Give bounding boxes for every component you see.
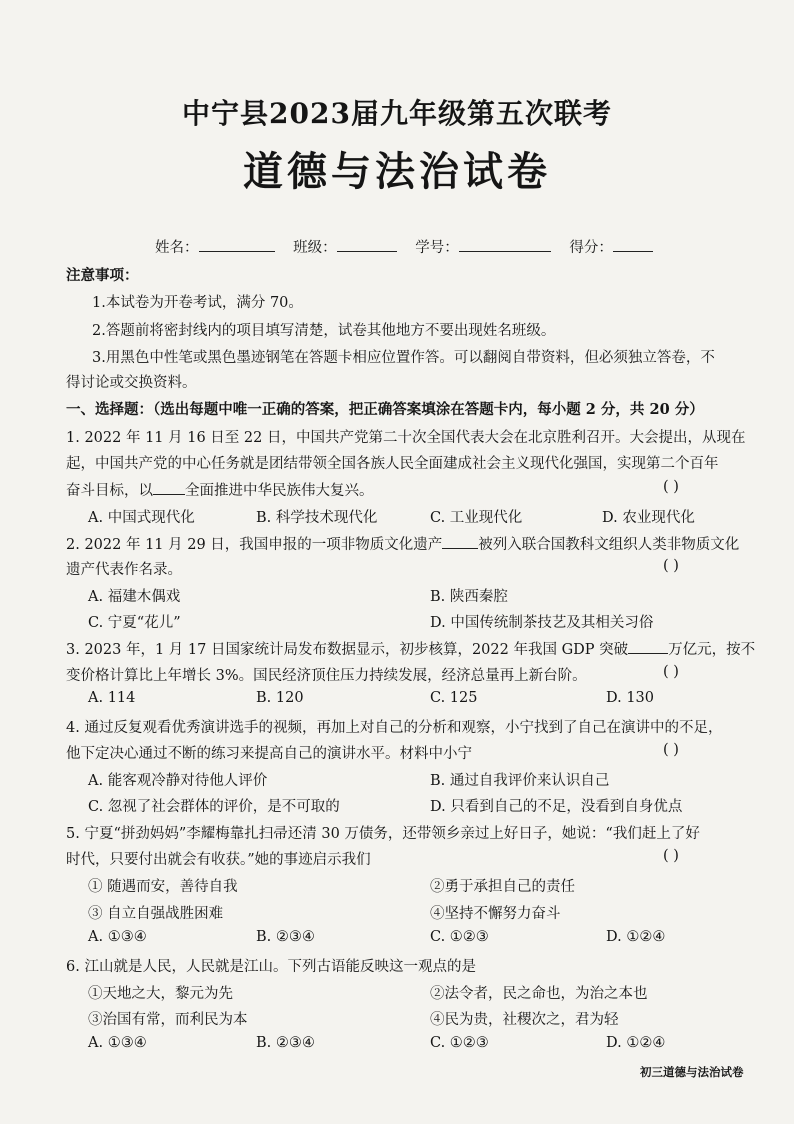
question-1-line-2: 起，中国共产党的中心任务就是团结带领全国各族人民全面建成社会主义现代化强国，实现第二个百年 [66, 456, 719, 472]
question-1-option-a: A. 中国式现代化 [88, 510, 195, 526]
question-5-line-1: 5. 宁夏“拼劲妈妈”李耀梅靠扎扫帚还清 30 万债务，还带领乡亲过上好日子，她说：“我们赶上了好 [66, 826, 700, 842]
question-5-statement-1: ① 随遇而安，善待自我 [88, 879, 238, 895]
name-label: 姓名： [155, 240, 199, 256]
question-3-blank [628, 639, 668, 654]
question-3-line-1 [66, 638, 755, 659]
question-3-option-b: B. 120 [256, 690, 304, 706]
student-info-row [155, 236, 653, 257]
question-3-line-2: 变价格计算比上年增长 3%。国民经济顶住压力持续发展，经济总量再上新台阶。 [66, 668, 587, 684]
question-4-line-2: 他下定决心通过不断的练习来提高自己的演讲水平。材料中小宁 [66, 746, 472, 762]
question-4-option-b: B. 通过自我评价来认识自己 [430, 773, 610, 789]
question-5-option-c: C. ①②③ [430, 929, 489, 945]
question-3-option-c: C. 125 [430, 690, 478, 706]
question-1-option-d: D. 农业现代化 [602, 510, 695, 526]
score-blank[interactable] [613, 237, 653, 252]
class-blank[interactable] [337, 237, 397, 252]
question-1-answer-paren: ( ) [663, 479, 679, 495]
notice-heading: 注意事项： [66, 267, 139, 284]
notice-item-3: 3.用黑色中性笔或黑色墨迹钢笔在答题卡相应位置作答。可以翻阅自带资料，但必须独立答卷，不 [92, 350, 715, 366]
question-5-statement-2: ②勇于承担自己的责任 [430, 879, 575, 895]
section-heading: 一、选择题：（选出每题中唯一正确的答案，把正确答案填涂在答题卡内，每小题 2 分，共 20 分） [66, 401, 704, 418]
question-4-option-c: C. 忽视了社会群体的评价，是不可取的 [88, 799, 340, 815]
question-5-statement-4: ④坚持不懈努力奋斗 [430, 906, 561, 922]
class-label: 班级： [293, 240, 337, 256]
question-2-option-c: C. 宁夏“花儿” [88, 615, 181, 631]
question-2-text-a: 2. 2022 年 11 月 29 日，我国申报的一项非物质文化遗产 [66, 537, 443, 553]
question-3-option-a: A. 114 [88, 690, 136, 706]
question-5-option-b: B. ②③④ [256, 929, 315, 945]
notice-item-2: 2.答题前将密封线内的项目填写清楚，试卷其他地方不要出现姓名班级。 [92, 323, 556, 339]
question-5-option-d: D. ①②④ [606, 929, 666, 945]
question-2-answer-paren: ( ) [663, 558, 679, 574]
question-2-option-a: A. 福建木偶戏 [88, 589, 181, 605]
question-5-option-a: A. ①③④ [88, 929, 147, 945]
question-6-statement-2: ②法令者，民之命也，为治之本也 [430, 986, 648, 1002]
exam-series-title: 中宁县2023届九年级第五次联考 [182, 97, 612, 130]
question-4-line-1: 4. 通过反复观看优秀演讲选手的视频，再加上对自己的分析和观察，小宁找到了自己在演讲中的不足， [66, 720, 723, 736]
question-2-text-b: 被列入联合国教科文组织人类非物质文化 [478, 537, 740, 553]
question-4-option-d: D. 只看到自己的不足，没看到自身优点 [430, 799, 683, 815]
question-1-line-1: 1. 2022 年 11 月 16 日至 22 日，中国共产党第二十次全国代表大会在北京胜利召开。大会提出，从现在 [66, 430, 746, 446]
question-6-option-b: B. ②③④ [256, 1035, 315, 1051]
notice-item-1: 1.本试卷为开卷考试，满分 70。 [92, 295, 303, 311]
page-footer: 初三道德与法治试卷 [640, 1065, 744, 1079]
question-1-text-a: 奋斗目标，以 [66, 483, 153, 499]
question-3-text-a: 3. 2023 年，1 月 17 日国家统计局发布数据显示，初步核算，2022 年我国 GDP 突破 [66, 642, 629, 658]
question-6-option-a: A. ①③④ [88, 1035, 147, 1051]
name-blank[interactable] [199, 237, 275, 252]
student-number-label: 学号： [415, 240, 459, 256]
question-6-statement-1: ①天地之大，黎元为先 [88, 986, 233, 1002]
question-5-statement-3: ③ 自立自强战胜困难 [88, 906, 224, 922]
question-4-option-a: A. 能客观冷静对待他人评价 [88, 773, 268, 789]
question-1-blank [153, 480, 185, 495]
student-number-blank[interactable] [459, 237, 551, 252]
question-3-text-b: 万亿元，按不 [668, 642, 756, 658]
question-2-line-2: 遗产代表作名录。 [66, 562, 182, 578]
notice-item-3-cont: 得讨论或交换资料。 [66, 375, 197, 391]
question-4-answer-paren: ( ) [663, 742, 679, 758]
question-6-option-d: D. ①②④ [606, 1035, 666, 1051]
question-1-option-c: C. 工业现代化 [430, 510, 523, 526]
question-1-line-3 [66, 479, 374, 500]
question-2-blank [442, 534, 478, 549]
question-5-answer-paren: ( ) [663, 848, 679, 864]
question-1-text-b: 全面推进中华民族伟大复兴。 [185, 483, 374, 499]
score-label: 得分： [569, 240, 613, 256]
question-6-statement-3: ③治国有常，而利民为本 [88, 1012, 248, 1028]
question-5-line-2: 时代，只要付出就会有收获。”她的事迹启示我们 [66, 852, 371, 868]
question-2-line-1 [66, 533, 739, 554]
exam-subject-title: 道德与法治试卷 [243, 148, 551, 195]
question-3-option-d: D. 130 [606, 690, 655, 706]
question-3-answer-paren: ( ) [663, 664, 679, 680]
question-6-line-1: 6. 江山就是人民，人民就是江山。下列古语能反映这一观点的是 [66, 959, 476, 975]
question-1-option-b: B. 科学技术现代化 [256, 510, 378, 526]
question-6-statement-4: ④民为贵，社稷次之，君为轻 [430, 1012, 619, 1028]
question-2-option-d: D. 中国传统制茶技艺及其相关习俗 [430, 615, 654, 631]
question-2-option-b: B. 陕西秦腔 [430, 589, 508, 605]
question-6-option-c: C. ①②③ [430, 1035, 489, 1051]
